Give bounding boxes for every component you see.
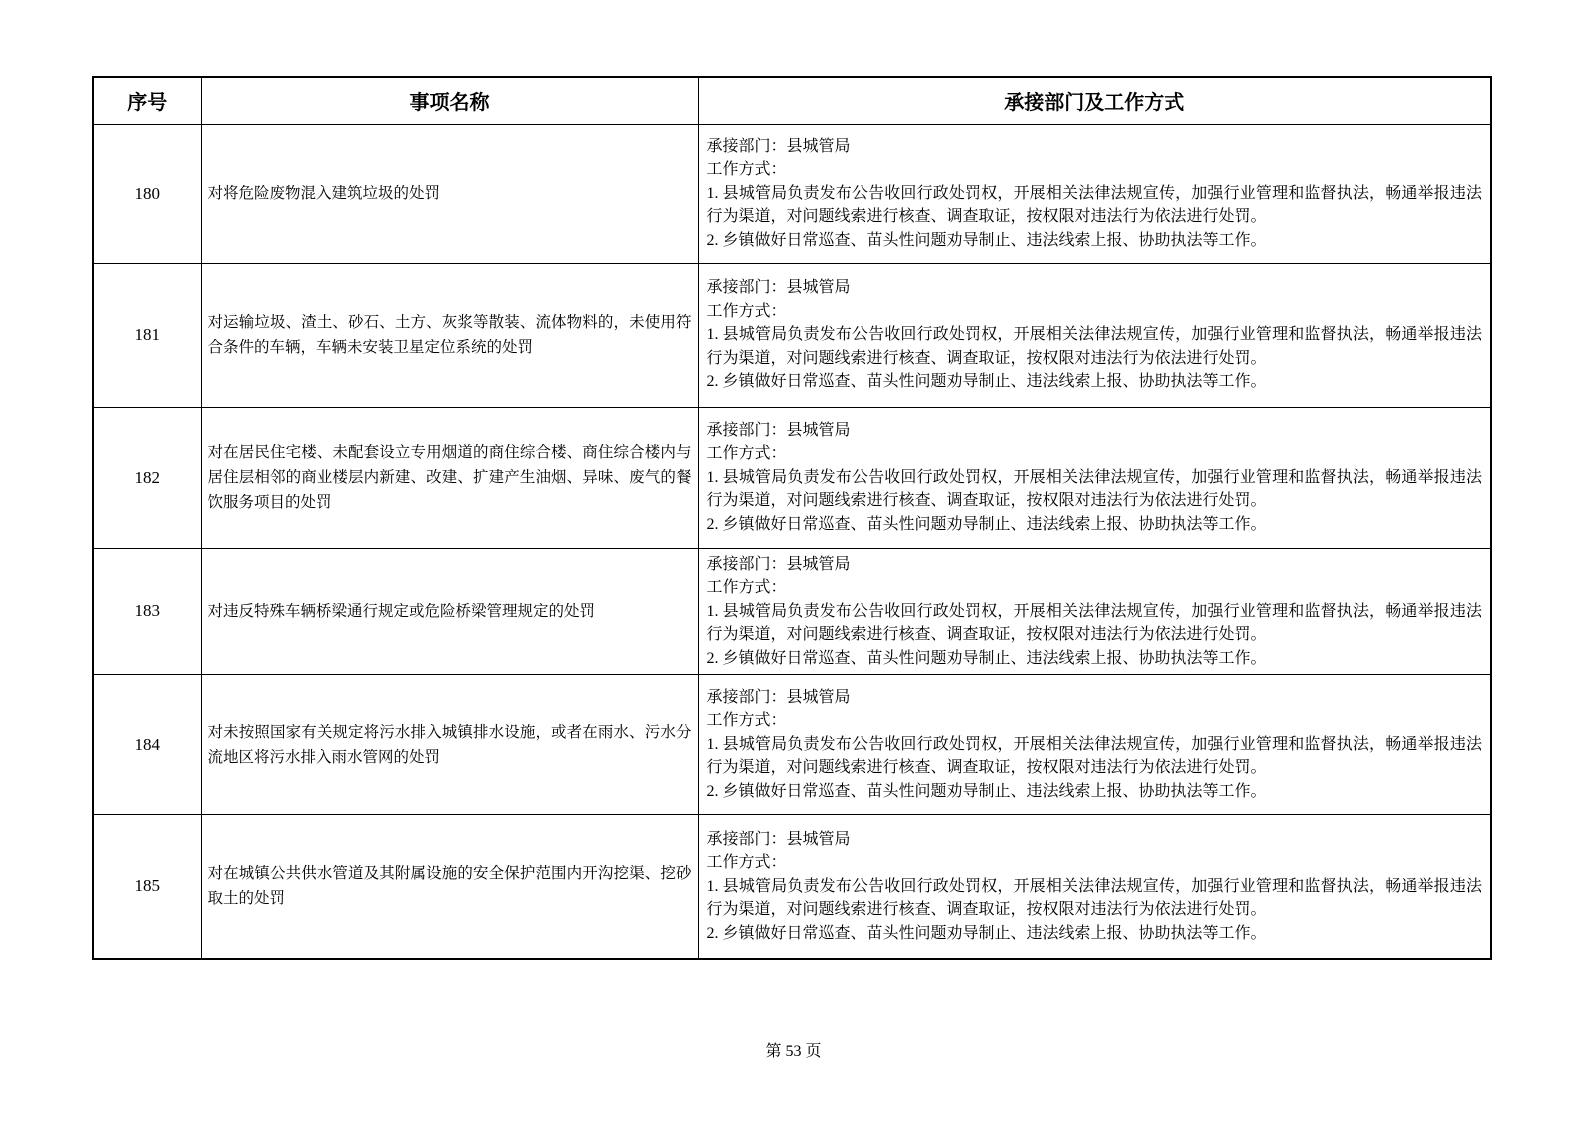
table-header bbox=[93, 77, 1491, 124]
method-line: 1. 县城管局负责发布公告收回行政处罚权，开展相关法律法规宣传，加强行业管理和监督执法，畅通举报违法行为渠道，对问题线索进行核查、调查取证，按权限对违法行为依法进行处罚。 bbox=[706, 877, 1482, 918]
item-name-cell: 对在城镇公共供水管道及其附属设施的安全保护范围内开沟挖渠、挖砂取土的处罚 bbox=[201, 815, 698, 959]
serial-number-cell: 181 bbox=[93, 263, 201, 407]
dept-method-cell bbox=[698, 815, 1491, 959]
table-row bbox=[93, 124, 1491, 263]
items-table bbox=[92, 76, 1492, 960]
dept-line: 承接部门：县城管局 bbox=[706, 830, 851, 848]
header-row bbox=[93, 77, 1491, 124]
method-label-line: 工作方式： bbox=[706, 302, 787, 320]
method-line: 1. 县城管局负责发布公告收回行政处罚权，开展相关法律法规宣传，加强行业管理和监督执法，畅通举报违法行为渠道，对问题线索进行核查、调查取证，按权限对违法行为依法进行处罚。 bbox=[706, 326, 1482, 367]
dept-method-cell bbox=[698, 263, 1491, 407]
method-line: 2. 乡镇做好日常巡查、苗头性问题劝导制止、违法线索上报、协助执法等工作。 bbox=[706, 373, 1267, 391]
header-cell-serial-number: 序号 bbox=[93, 77, 201, 124]
dept-method-cell bbox=[698, 407, 1491, 548]
item-name-cell: 对在居民住宅楼、未配套设立专用烟道的商住综合楼、商住综合楼内与居住层相邻的商业楼层内新建、改建、扩建产生油烟、异味、废气的餐饮服务项目的处罚 bbox=[201, 407, 698, 548]
method-line: 1. 县城管局负责发布公告收回行政处罚权，开展相关法律法规宣传，加强行业管理和监督执法，畅通举报违法行为渠道，对问题线索进行核查、调查取证，按权限对违法行为依法进行处罚。 bbox=[706, 184, 1482, 226]
method-line: 2. 乡镇做好日常巡查、苗头性问题劝导制止、违法线索上报、协助执法等工作。 bbox=[706, 782, 1267, 800]
item-name-cell: 对运输垃圾、渣土、砂石、土方、灰浆等散装、流体物料的，未使用符合条件的车辆，车辆未安装卫星定位系统的处罚 bbox=[201, 263, 698, 407]
header-cell-item-name: 事项名称 bbox=[201, 77, 698, 124]
table-row bbox=[93, 815, 1491, 959]
item-name-cell: 对违反特殊车辆桥梁通行规定或危险桥梁管理规定的处罚 bbox=[201, 548, 698, 675]
dept-line: 承接部门：县城管局 bbox=[706, 421, 851, 439]
method-line: 1. 县城管局负责发布公告收回行政处罚权，开展相关法律法规宣传，加强行业管理和监督执法，畅通举报违法行为渠道，对问题线索进行核查、调查取证，按权限对违法行为依法进行处罚。 bbox=[706, 468, 1482, 510]
dept-method-cell bbox=[698, 124, 1491, 263]
serial-number-cell: 184 bbox=[93, 675, 201, 815]
dept-line: 承接部门：县城管局 bbox=[706, 279, 851, 297]
table-row bbox=[93, 675, 1491, 815]
dept-line: 承接部门：县城管局 bbox=[706, 555, 851, 573]
table-body bbox=[93, 124, 1491, 959]
method-line: 2. 乡镇做好日常巡查、苗头性问题劝导制止、违法线索上报、协助执法等工作。 bbox=[706, 515, 1267, 533]
table-row bbox=[93, 548, 1491, 675]
table-row bbox=[93, 407, 1491, 548]
dept-method-cell bbox=[698, 675, 1491, 815]
method-label-line: 工作方式： bbox=[706, 854, 787, 871]
method-label-line: 工作方式： bbox=[706, 161, 787, 179]
method-line: 2. 乡镇做好日常巡查、苗头性问题劝导制止、违法线索上报、协助执法等工作。 bbox=[706, 231, 1267, 249]
serial-number-cell: 180 bbox=[93, 124, 201, 263]
method-line: 1. 县城管局负责发布公告收回行政处罚权，开展相关法律法规宣传，加强行业管理和监督执法，畅通举报违法行为渠道，对问题线索进行核查、调查取证，按权限对违法行为依法进行处罚。 bbox=[706, 602, 1482, 643]
serial-number-cell: 185 bbox=[93, 815, 201, 959]
table-row bbox=[93, 263, 1491, 407]
dept-line: 承接部门：县城管局 bbox=[706, 688, 851, 706]
page-number: 第 53 页 bbox=[765, 1043, 822, 1060]
dept-line: 承接部门：县城管局 bbox=[706, 137, 851, 155]
method-label-line: 工作方式： bbox=[706, 445, 787, 463]
method-line: 1. 县城管局负责发布公告收回行政处罚权，开展相关法律法规宣传，加强行业管理和监督执法，畅通举报违法行为渠道，对问题线索进行核查、调查取证，按权限对违法行为依法进行处罚。 bbox=[706, 735, 1482, 777]
serial-number-cell: 183 bbox=[93, 548, 201, 675]
method-label-line: 工作方式： bbox=[706, 579, 787, 596]
method-line: 2. 乡镇做好日常巡查、苗头性问题劝导制止、违法线索上报、协助执法等工作。 bbox=[706, 649, 1267, 667]
method-line: 2. 乡镇做好日常巡查、苗头性问题劝导制止、违法线索上报、协助执法等工作。 bbox=[706, 924, 1267, 942]
method-label-line: 工作方式： bbox=[706, 712, 787, 730]
item-name-cell: 对将危险废物混入建筑垃圾的处罚 bbox=[201, 124, 698, 263]
dept-method-cell bbox=[698, 548, 1491, 675]
item-name-cell: 对未按照国家有关规定将污水排入城镇排水设施，或者在雨水、污水分流地区将污水排入雨水管网的处罚 bbox=[201, 675, 698, 815]
serial-number-cell: 182 bbox=[93, 407, 201, 548]
header-cell-dept-method: 承接部门及工作方式 bbox=[698, 77, 1491, 124]
